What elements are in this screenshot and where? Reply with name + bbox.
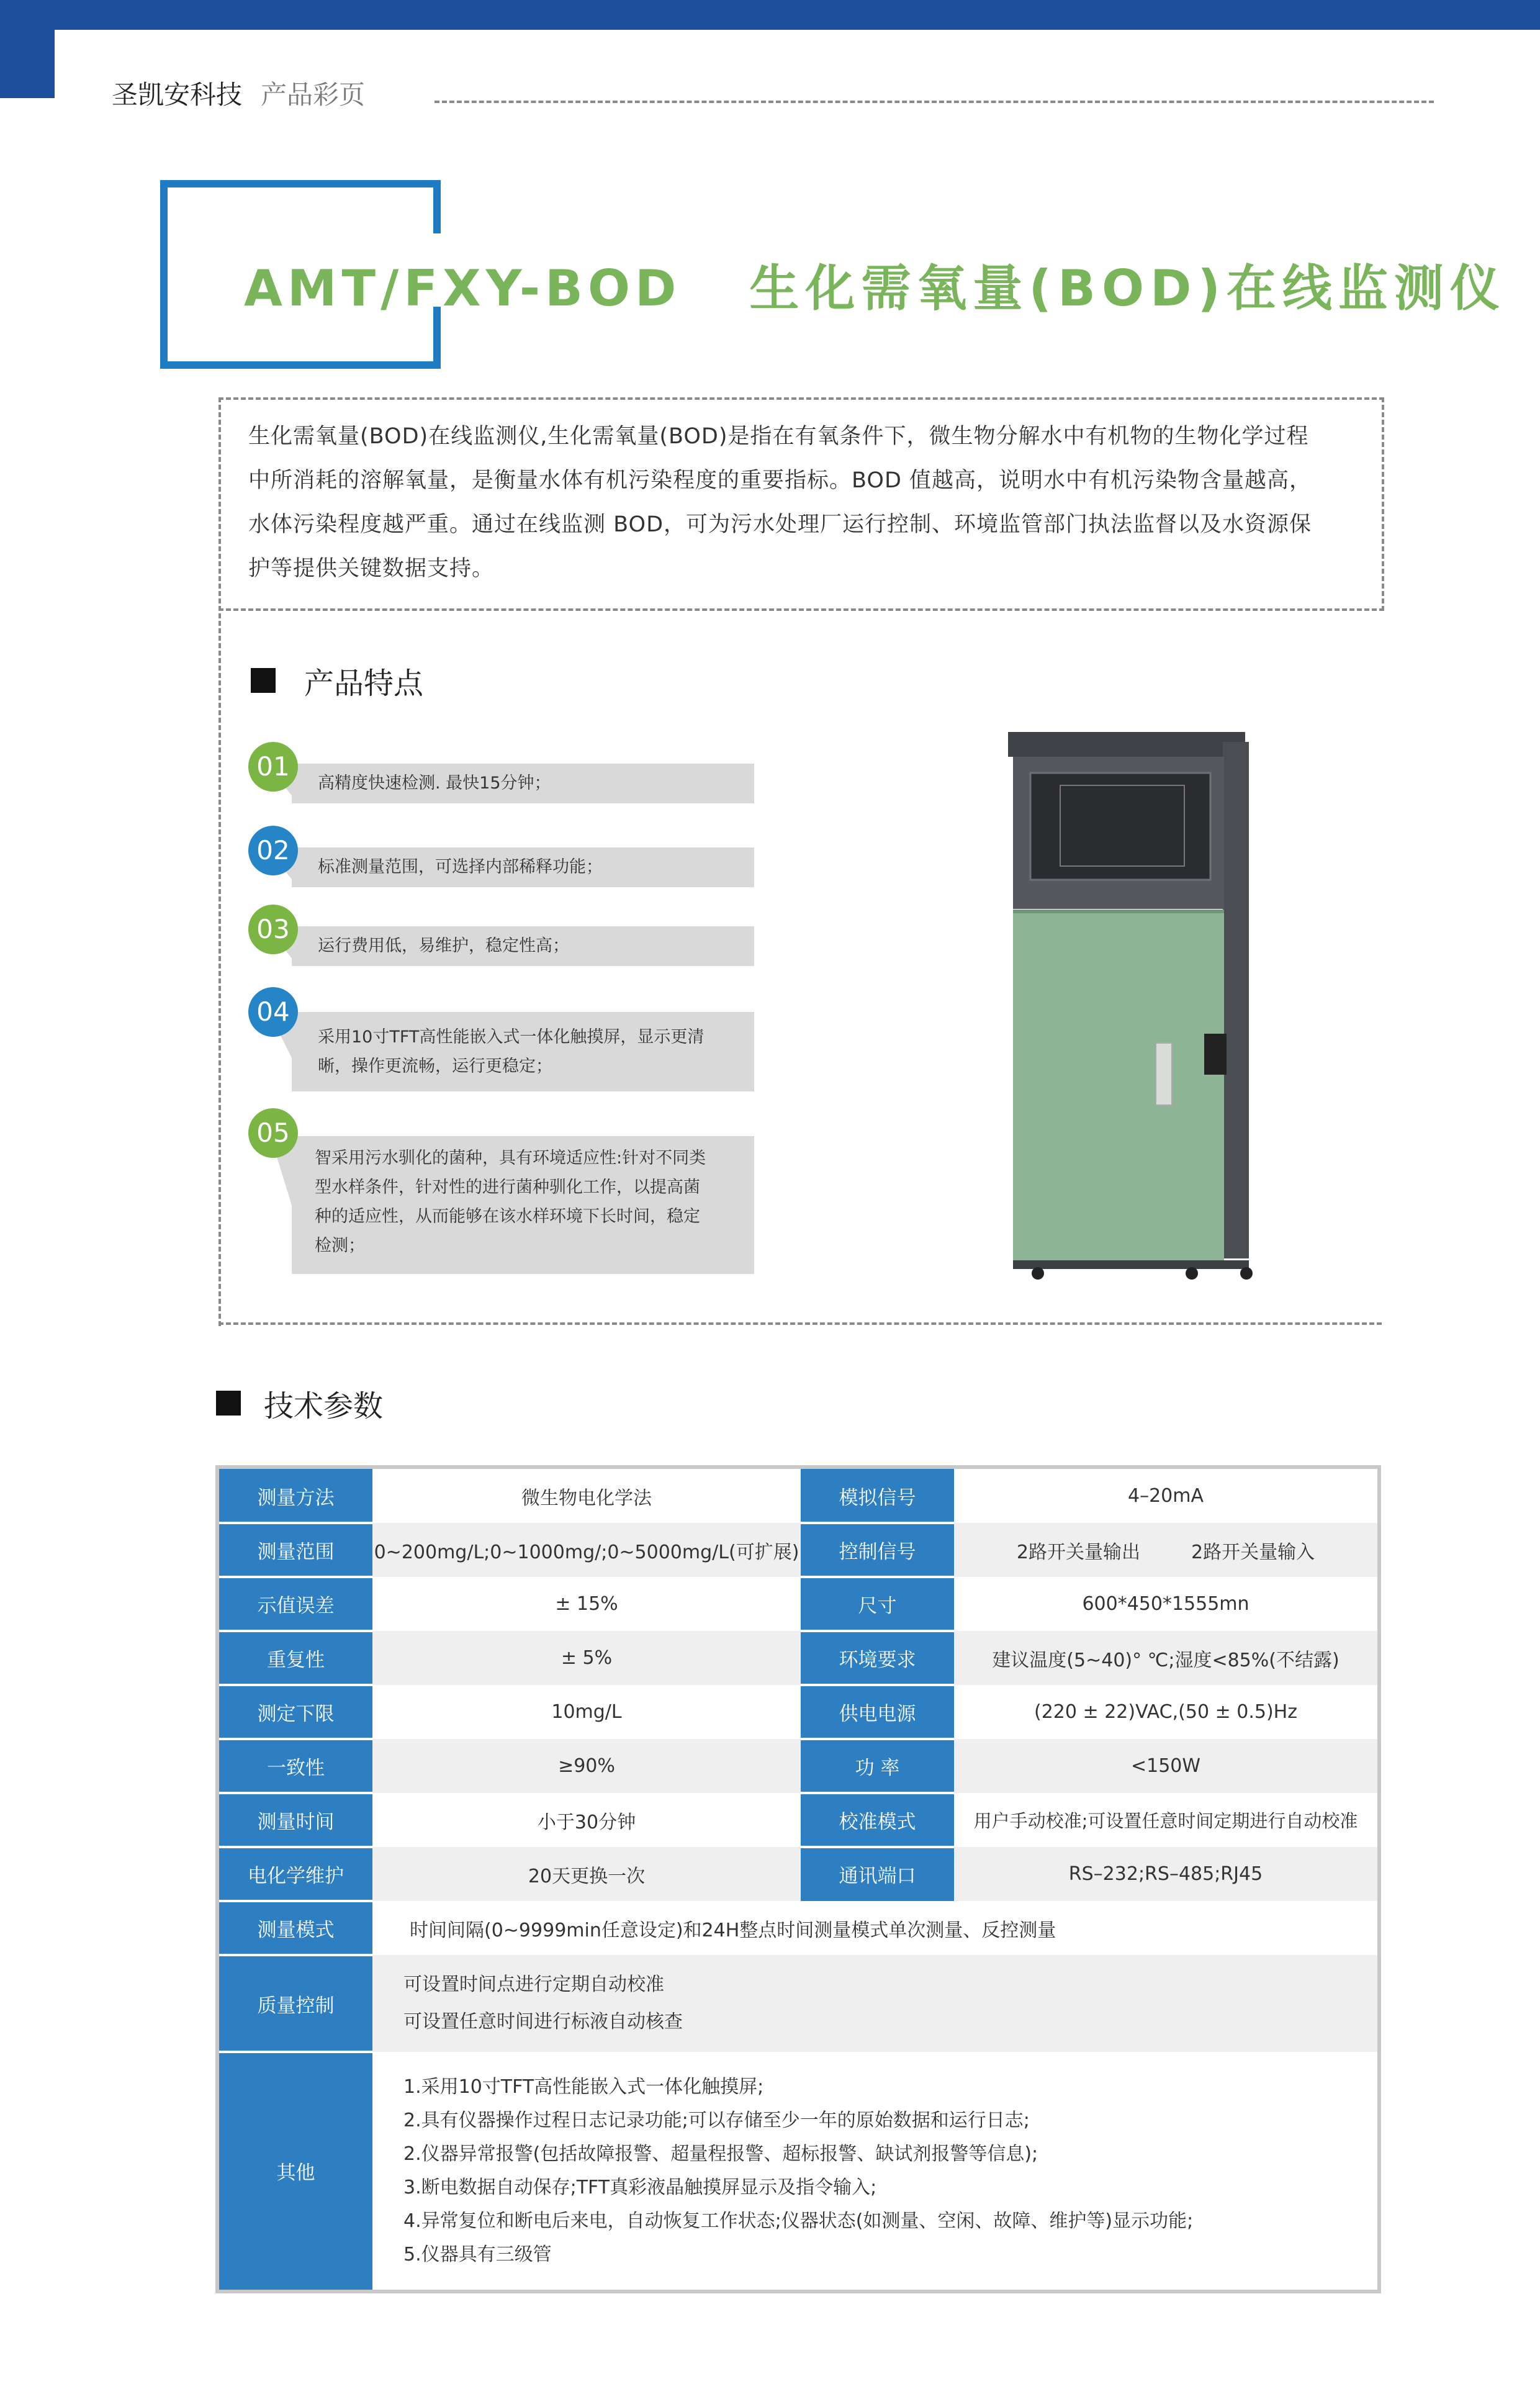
spec-line: 可设置时间点进行定期自动校准 [403, 1974, 664, 1995]
table-separator [801, 1576, 954, 1578]
spec-value: 时间间隔(0~9999min任意设定)和24H整点时间测量模式单次测量、反控测量 [410, 1919, 1056, 1941]
spec-label: 测量方法 [219, 1469, 372, 1523]
spec-value: 2路开关量输入 [1191, 1541, 1315, 1563]
feature-text [315, 1144, 706, 1260]
table-separator [219, 1630, 372, 1632]
feature-line: 型水样条件，针对性的进行菌种驯化工作，以提高菌 [315, 1178, 700, 1197]
intro-line: 水体污染程度越严重。通过在线监测 BOD，可为污水处理厂运行控制、环境监管部门执法监督以及水资源保 [248, 512, 1312, 537]
spec-label: 其他 [219, 2052, 372, 2290]
brand-header [112, 75, 365, 112]
spec-value: 用户手动校准;可设置任意时间定期进行自动校准 [973, 1810, 1358, 1831]
features-box-divider [218, 1322, 1382, 1325]
product-name: 生化需氧量(BOD)在线监测仪 [749, 260, 1506, 317]
feature-number-badge: 04 [248, 987, 298, 1037]
intro-paragraph [248, 415, 1359, 591]
spec-value-pair [954, 1523, 1377, 1577]
feature-line: 智采用污水驯化的菌种，具有环境适应性:针对不同类 [315, 1149, 706, 1168]
spec-label: 模拟信号 [801, 1469, 954, 1523]
spec-label: 通讯端口 [801, 1847, 954, 1901]
top-color-bar [0, 0, 1540, 30]
spec-label: 测定下限 [219, 1685, 372, 1739]
feature-line: 运行费用低，易维护，稳定性高； [318, 936, 569, 955]
feature-line: 检测； [315, 1236, 365, 1255]
feature-text [318, 931, 569, 960]
spec-label: 一致性 [219, 1739, 372, 1793]
table-separator [219, 2051, 372, 2053]
table-separator [219, 1954, 372, 1956]
spec-table [215, 1465, 1381, 2293]
table-separator [801, 1792, 954, 1794]
spec-value: 0~200mg/L;0~1000mg/;0~5000mg/L(可扩展) [372, 1523, 801, 1577]
table-separator [801, 1738, 954, 1740]
spec-label: 尺寸 [801, 1577, 954, 1631]
product-model: AMT/FXY-BOD [244, 260, 682, 317]
section-marker [216, 1391, 241, 1416]
spec-line: 5.仪器具有三级管 [403, 2243, 552, 2265]
spec-line: 2.仪器异常报警(包括故障报警、超量程报警、超标报警、缺试剂报警等信息); [403, 2143, 1038, 2165]
spec-value: ± 5% [372, 1631, 801, 1685]
brand-subtitle: 产品彩页 [261, 79, 366, 110]
feature-text [318, 769, 551, 798]
table-separator [219, 1738, 372, 1740]
title-frame-corner-top [433, 180, 441, 233]
feature-number-badge: 02 [248, 826, 298, 875]
feature-line: 标准测量范围，可选择内部稀释功能； [318, 857, 603, 877]
page-title [244, 248, 1506, 320]
spec-value: 建议温度(5~40)° ℃;湿度<85%(不结露) [954, 1631, 1377, 1685]
spec-value-list [372, 2052, 1377, 2290]
spec-label: 测量模式 [219, 1901, 372, 1955]
spec-line: 1.采用10寸TFT高性能嵌入式一体化触摸屏; [403, 2075, 764, 2098]
specs-heading: 技术参数 [264, 1389, 384, 1424]
spec-label: 校准模式 [801, 1793, 954, 1847]
spec-value: 10mg/L [551, 1701, 622, 1723]
spec-value: 4–20mA [1127, 1485, 1204, 1507]
intro-line: 中所消耗的溶解氧量，是衡量水体有机污染程度的重要指标。BOD 值越高，说明水中有机污染物含量越高， [248, 468, 1312, 493]
spec-label: 测量时间 [219, 1793, 372, 1847]
spec-label: 电化学维护 [219, 1847, 372, 1901]
table-separator [801, 1522, 954, 1524]
spec-value: 微生物电化学法 [521, 1487, 652, 1509]
spec-value-list [372, 1955, 1377, 2052]
spec-label: 功 率 [801, 1739, 954, 1793]
table-separator [801, 1846, 954, 1848]
feature-line: 高精度快速检测. 最快15分钟； [318, 774, 551, 793]
spec-value: 2路开关量输出 [1016, 1541, 1140, 1563]
feature-line: 种的适应性，从而能够在该水样环境下长时间，稳定 [315, 1207, 700, 1226]
spec-label: 示值误差 [219, 1577, 372, 1631]
spec-value: ± 15% [555, 1593, 618, 1615]
table-separator [801, 1684, 954, 1686]
features-heading: 产品特点 [304, 666, 424, 701]
spec-value: <150W [954, 1739, 1377, 1793]
brand-name: 圣凯安科技 [112, 79, 243, 110]
spec-label: 质量控制 [219, 1955, 372, 2052]
feature-line: 晰，操作更流畅，运行更稳定； [318, 1057, 552, 1076]
table-separator [219, 1900, 372, 1902]
spec-value: 小于30分钟 [537, 1811, 636, 1833]
spec-label: 测量范围 [219, 1523, 372, 1577]
spec-value: RS–232;RS–485;RJ45 [954, 1847, 1377, 1901]
spec-value: ≥90% [372, 1739, 801, 1793]
feature-text [318, 852, 603, 882]
spec-label: 供电电源 [801, 1685, 954, 1739]
feature-text [318, 1023, 704, 1081]
spec-line: 4.异常复位和断电后来电，自动恢复工作状态;仪器状态(如测量、空闲、故障、维护等)显示功能; [403, 2210, 1194, 2232]
table-separator [219, 1684, 372, 1686]
spec-label: 环境要求 [801, 1631, 954, 1685]
table-separator [801, 1630, 954, 1632]
spec-value: 20天更换一次 [372, 1847, 801, 1901]
spec-label: 重复性 [219, 1631, 372, 1685]
table-separator [219, 1576, 372, 1578]
intro-line: 护等提供关键数据支持。 [248, 556, 495, 581]
header-divider [435, 101, 1434, 103]
table-separator [219, 1846, 372, 1848]
table-separator [219, 1522, 372, 1524]
spec-value: (220 ± 22)VAC,(50 ± 0.5)Hz [1034, 1701, 1297, 1723]
spec-line: 2.具有仪器操作过程日志记录功能;可以存储至少一年的原始数据和运行日志; [403, 2109, 1030, 2131]
spec-line: 可设置任意时间进行标液自动核查 [403, 2011, 683, 2033]
features-box-border [218, 606, 221, 1326]
feature-number-badge: 01 [248, 742, 298, 792]
table-separator [219, 1792, 372, 1794]
section-marker [251, 668, 276, 693]
feature-line: 采用10寸TFT高性能嵌入式一体化触摸屏，显示更清 [318, 1027, 705, 1047]
feature-number-badge: 03 [248, 905, 298, 954]
spec-value: 600*450*1555mn [1082, 1593, 1250, 1615]
spec-label: 控制信号 [801, 1523, 954, 1577]
feature-number-badge: 05 [248, 1108, 298, 1158]
product-cabinet-image [1006, 729, 1266, 1288]
top-color-tab [0, 0, 55, 98]
intro-line: 生化需氧量(BOD)在线监测仪,生化需氧量(BOD)是指在有氧条件下，微生物分解水中有机物的生物化学过程 [248, 424, 1309, 449]
spec-line: 3.断电数据自动保存;TFT真彩液晶触摸屏显示及指令输入; [403, 2176, 877, 2198]
